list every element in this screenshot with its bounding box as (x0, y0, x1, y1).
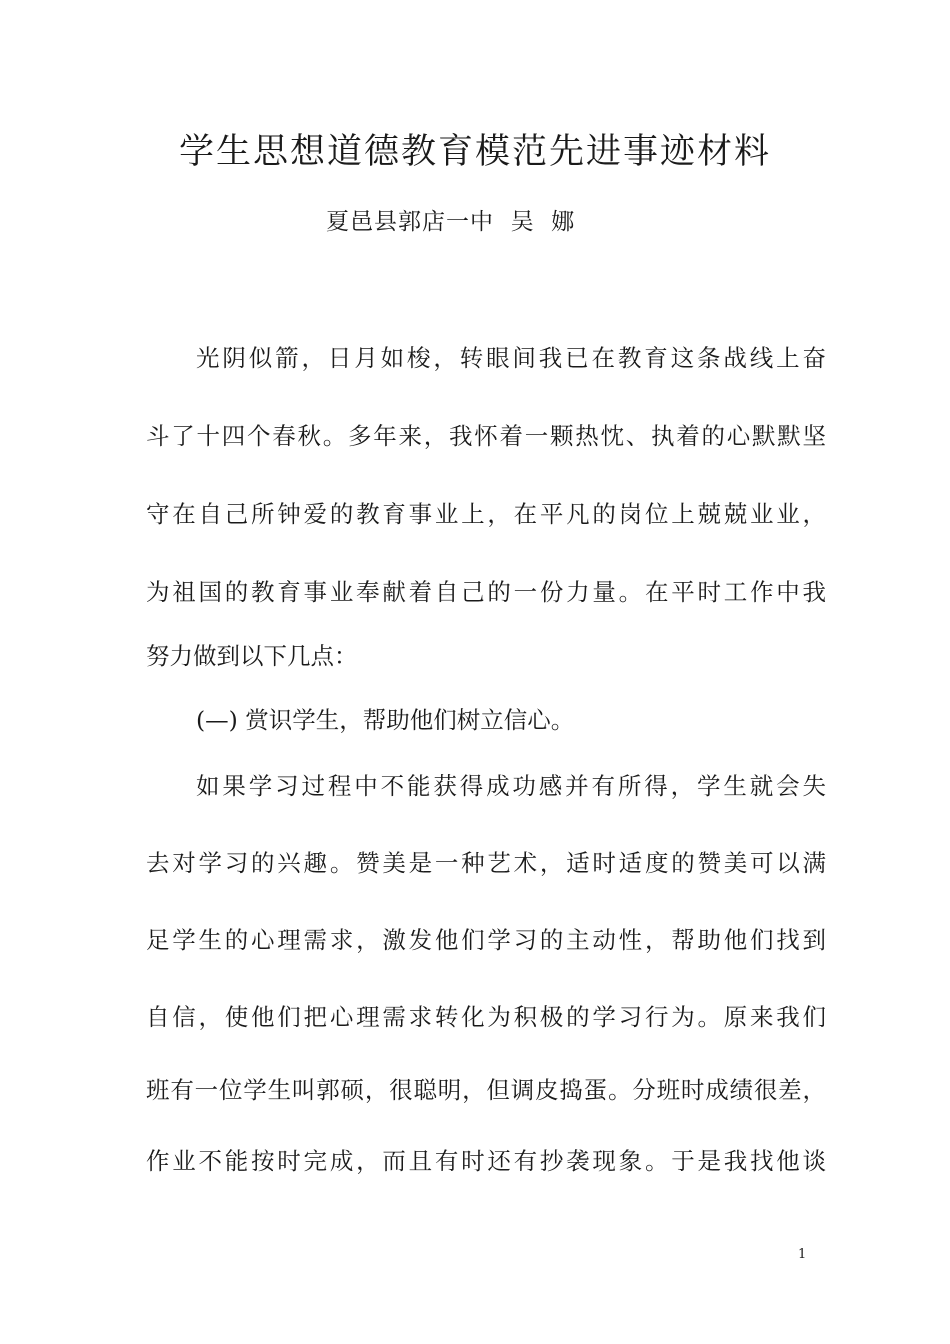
paragraph-line: 斗了十四个春秋。多年来，我怀着一颗热忱、执着的心默默坚 (146, 422, 826, 450)
paragraph-line: 班有一位学生叫郭硕，很聪明，但调皮捣蛋。分班时成绩很差， (146, 1076, 826, 1104)
paragraph-line: 自信，使他们把心理需求转化为积极的学习行为。原来我们 (146, 1003, 826, 1031)
paragraph-line: 去对学习的兴趣。赞美是一种艺术，适时适度的赞美可以满 (146, 849, 826, 877)
paragraph-line: 足学生的心理需求，激发他们学习的主动性，帮助他们找到 (146, 926, 826, 954)
paragraph-line: 守在自己所钟爱的教育事业上，在平凡的岗位上兢兢业业， (146, 500, 826, 528)
paragraph-line: 如果学习过程中不能获得成功感并有所得，学生就会失 (196, 772, 826, 800)
page-number: 1 (798, 1247, 807, 1262)
author-line: 夏邑县郭店一中 吴 娜 (326, 209, 576, 235)
paragraph-line: 作业不能按时完成，而且有时还有抄袭现象。于是我找他谈 (146, 1147, 826, 1175)
paragraph-line: 光阴似箭，日月如梭，转眼间我已在教育这条战线上奋 (196, 344, 826, 372)
paragraph-line: 为祖国的教育事业奉献着自己的一份力量。在平时工作中我 (146, 578, 826, 606)
section-heading: (—) 赏识学生，帮助他们树立信心。 (196, 706, 575, 734)
document-title: 学生思想道德教育模范先进事迹材料 (178, 132, 771, 172)
paragraph-line: 努力做到以下几点： (146, 642, 358, 670)
